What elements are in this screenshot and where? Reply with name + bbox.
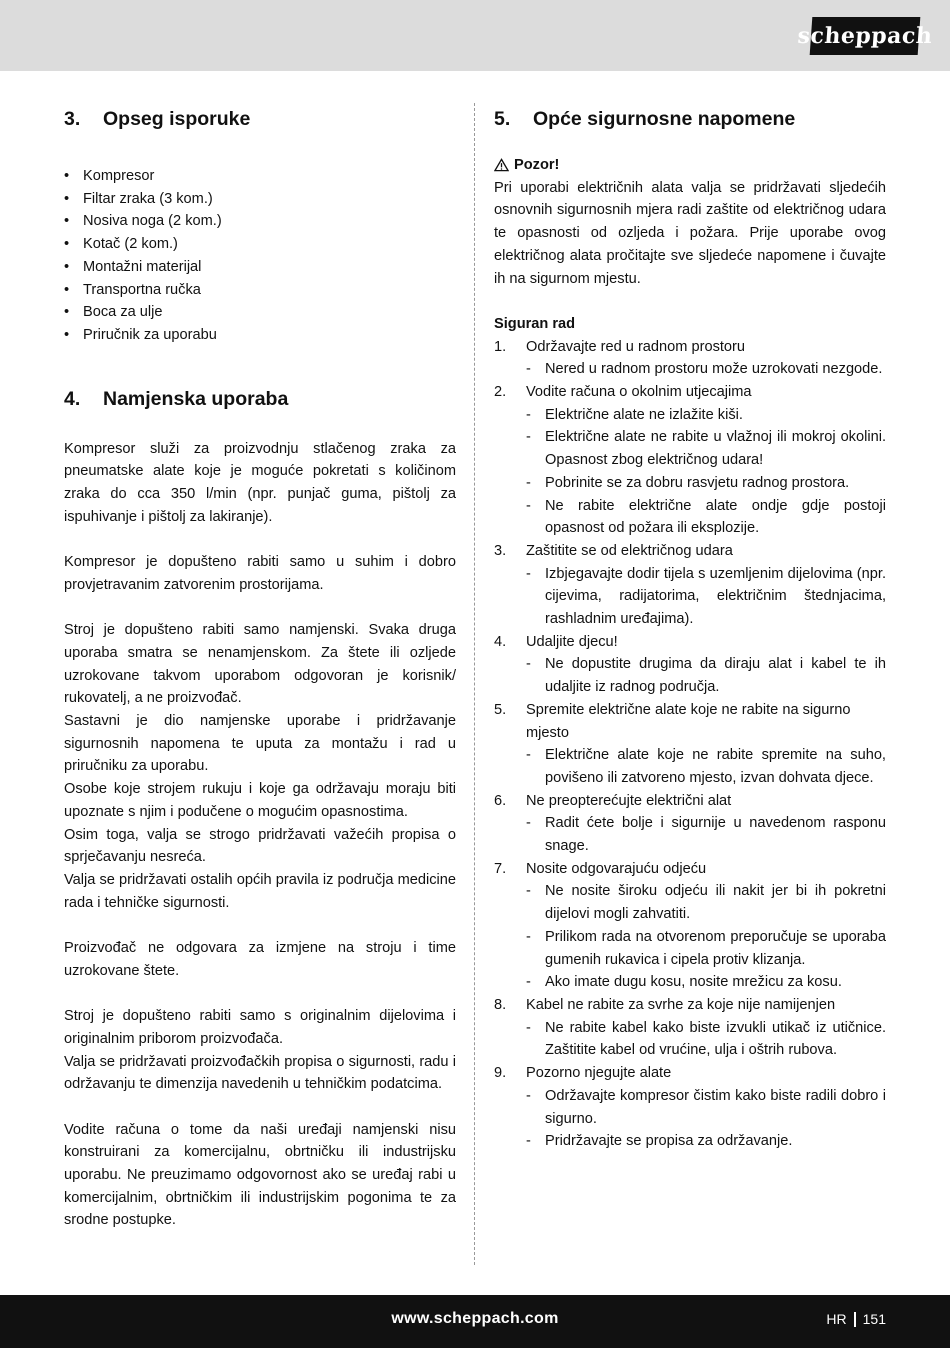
section-title: Opseg isporuke [103,108,251,130]
sub-item-text: Ne rabite električne alate ondje gdje postoji opasnost od požara ili eksplozije. [545,497,886,537]
dash-marker: - [526,565,531,582]
sub-item [494,404,886,427]
sub-item [494,744,886,789]
list-item: • Kotač (2 kom.) [64,233,456,256]
dash-marker: - [526,656,531,673]
sub-item-text: Električne alate koje ne rabite spremite na suho, povišeno ili zatvoreno mjesto, izvan dohvata djece. [545,747,886,786]
page-number: 151 [862,1311,886,1327]
paragraph: Sastavni je dio namjenske uporabe i pridržavanje sigurnosnih napomena te uputa za montažu i rad u priručniku za uporabu. [64,713,456,775]
sub-item-text: Pobrinite se za dobru rasvjetu radnog prostora. [545,474,850,491]
section-number: 4. [64,387,81,410]
page-indicator [826,1311,886,1327]
numbered-item [494,858,886,881]
item-text: Nosite odgovarajuću odjeću [526,860,707,877]
brand-logo-text: scheppach [796,23,934,49]
sub-item [494,653,886,698]
section-5-heading [494,104,886,134]
sub-item [494,472,886,495]
dash-marker: - [526,1019,531,1036]
safety-list [494,336,886,1153]
dash-marker: - [526,1087,531,1104]
sub-item-text: Radit ćete bolje i sigurnije u navedenom rasponu snage. [545,815,886,855]
item-text: Spremite električne alate koje ne rabite na sigurno mjesto [526,701,851,741]
numbered-item [494,540,886,563]
section-number: 3. [64,108,81,130]
dash-marker: - [526,928,531,945]
paragraph: Stroj je dopušteno rabiti samo s originalnim dijelovima i originalnim priborom proizvođača. [64,1008,456,1047]
item-text: Održavajte red u radnom prostoru [526,338,746,355]
item-number: 5. [494,701,507,718]
sub-item-text: Nered u radnom prostoru može uzrokovati nezgode. [545,361,883,378]
sub-item [494,926,886,971]
sub-item [494,971,886,994]
section-3-heading [64,104,456,134]
paragraph: Valja se pridržavati proizvođačkih propisa o sigurnosti, radu i održavanju te dimenzija navedenih u tehničkim podatcima. [64,1053,456,1093]
section-title: Opće sigurnosne napomene [533,108,796,130]
dash-marker: - [526,497,531,514]
item-number: 6. [494,792,507,809]
column-divider [474,103,475,1265]
sub-item-text: Ne rabite kabel kako biste izvukli utikač iz utičnice. Zaštitite kabel od vrućine, ulja i oštrih rubova. [545,1019,886,1059]
paragraph: Valja se pridržavati ostalih općih pravila iz područja medicine rada i tehničke sigurnosti. [64,871,456,911]
right-column [494,104,886,1153]
sub-item-text: Ne dopustite drugima da diraju alat i kabel te ih udaljite iz radnog područja. [545,656,886,696]
paragraph: Stroj je dopušteno rabiti samo namjenski. Svaka druga uporaba smatra se nenamjenskom. Za štete ili ozljede uzrokovane takvom uporabom odgovoran je korisnik/ rukovatelj, a ne proizvođač. [64,622,456,707]
sub-item [494,426,886,471]
dash-marker: - [526,815,531,832]
paragraph: Kompresor služi za proizvodnju stlačenog zraka za pneumatske alate koje je moguće pokretati s količinom zraka do cca 350 l/min (npr. punjač guma, pištolj za ispuhivanje i pištolj za lakiranje). [64,440,456,525]
item-number: 8. [494,997,507,1013]
sub-item [494,1017,886,1062]
sub-item-text: Održavajte kompresor čistim kako biste radili dobro i sigurno. [545,1087,886,1127]
item-text: Zaštitite se od električnog udara [526,542,733,559]
sub-item [494,563,886,631]
sub-item-text: Električne alate ne izlažite kiši. [545,406,743,423]
sub-item-text: Pridržavajte se propisa za održavanje. [545,1133,793,1150]
sub-item-text: Izbjegavajte dodir tijela s uzemljenim dijelovima (npr. cijevima, radijatorima, električnim štednjacima, rashladnim uređajima). [545,565,886,628]
sub-item-text: Ne nosite široku odjeću ili nakit jer bi ih pokretni dijelovi mogli zahvatiti. [545,883,886,923]
numbered-item [494,790,886,813]
list-item: • Filtar zraka (3 kom.) [64,188,456,211]
dash-marker: - [526,883,531,900]
numbered-item [494,631,886,654]
separator [854,1312,856,1327]
header-bar [0,0,950,71]
item-text: Vodite računa o okolnim utjecajima [526,384,752,401]
numbered-item [494,381,886,404]
dash-marker: - [526,406,531,423]
sub-item [494,1085,886,1130]
section-title: Namjenska uporaba [103,387,289,410]
sub-item [494,358,886,381]
delivery-list [64,165,456,347]
sub-item [494,495,886,540]
paragraph: Proizvođač ne odgovara za izmjene na stroju i time uzrokovane štete. [64,940,456,979]
subheading: Siguran rad [494,315,576,332]
item-number: 4. [494,633,507,650]
sub-item-text: Prilikom rada na otvorenom preporučuje se uporaba gumenih rukavica i cipela protiv klizanja. [545,928,886,968]
paragraph: Kompresor je dopušteno rabiti samo u suhim i dobro provjetravanim zatvorenim prostorijama. [64,554,456,593]
dash-marker: - [526,1133,531,1150]
language-code: HR [826,1311,847,1327]
sub-item-text: Električne alate ne rabite u vlažnoj ili mokroj okolini. Opasnost zbog električnog udara! [545,429,886,469]
dash-marker: - [526,974,531,991]
sub-item [494,812,886,857]
sub-item [494,1130,886,1153]
dash-marker: - [526,747,531,764]
item-number: 7. [494,860,507,877]
paragraph: Osim toga, valja se strogo pridržavati važećih propisa o sprječavanju nesreća. [64,826,456,866]
list-item: • Boca za ulje [64,301,456,324]
numbered-item [494,994,886,1017]
section-4-heading [64,384,456,414]
footer-url: www.scheppach.com [391,1310,559,1327]
brand-logo [796,17,934,55]
warning-triangle-icon [494,158,509,172]
item-number: 3. [494,542,507,559]
item-text: Pozorno njegujte alate [526,1065,672,1082]
left-column [64,104,456,1232]
paragraph: Vodite računa o tome da naši uređaji namjenski nisu konstruirani za komercijalnu, obrtničku ili industrijsku uporabu. Ne preuzimamo odgovornost ako se uređaj rabi u komercijalnim, obrtničkim ili industrijskim pogonima te za srodne postupke. [64,1121,456,1229]
numbered-item [494,1062,886,1085]
list-item: • Transportna ručka [64,279,456,302]
sub-item-text: Ako imate dugu kosu, nosite mrežicu za kosu. [545,974,842,991]
item-text: Udaljite djecu! [526,633,618,650]
item-number: 2. [494,384,507,401]
item-text: Ne preopterećujte električni alat [526,792,732,809]
dash-marker: - [526,474,531,491]
footer-bar [0,1295,950,1348]
sub-item [494,880,886,925]
section-number: 5. [494,108,511,130]
item-number: 9. [494,1065,507,1082]
list-item: • Kompresor [64,165,456,188]
numbered-item [494,336,886,359]
dash-marker: - [526,361,531,378]
numbered-item [494,699,886,744]
list-item: • Priručnik za uporabu [64,324,456,347]
item-text: Kabel ne rabite za svrhe za koje nije namijenjen [526,997,836,1013]
list-item: • Nosiva noga (2 kom.) [64,210,456,233]
item-number: 1. [494,338,507,355]
dash-marker: - [526,429,531,446]
warning-label-text: Pozor! [514,157,560,173]
warning-label [494,154,886,177]
paragraph: Osobe koje strojem rukuju i koje ga održavaju moraju biti upoznate s njim i podučene o mogućim opasnostima. [64,781,456,820]
warning-text: Pri uporabi električnih alata valja se pridržavati sljedećih osnovnih sigurnosnih mjera radi zaštite od električnog udara te opasnosti od ozljeda i požara. Prije uporabe ovog električnog alata pročitajte sve sljedeće napomene i čuvajte ih na sigurnom mjestu. [494,179,886,287]
list-item: • Montažni materijal [64,256,456,279]
